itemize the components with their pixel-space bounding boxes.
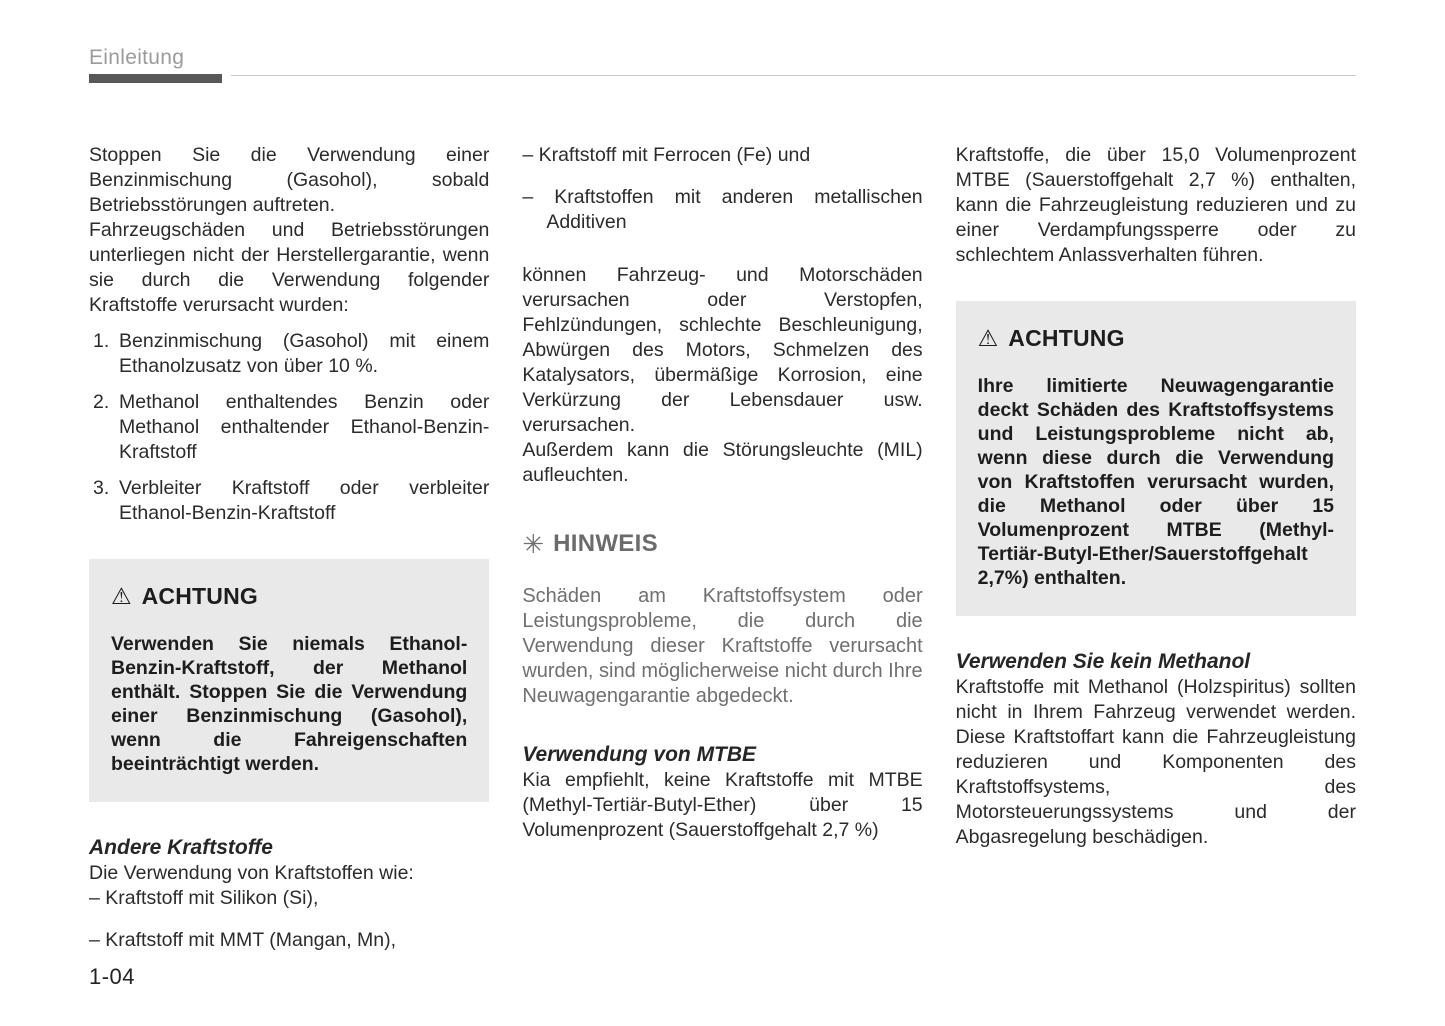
numbered-list — [89, 329, 489, 526]
warning-title-row — [978, 325, 1334, 352]
column-left — [89, 143, 489, 953]
content-columns — [0, 143, 1445, 953]
notice-section — [522, 530, 922, 709]
warning-triangle-icon: ⚠ — [111, 583, 132, 609]
paragraph: Die Verwendung von Kraftstoffen wie: — [89, 862, 414, 884]
list-item-number: 2. — [93, 391, 110, 413]
chapter-title: Einleitung — [89, 46, 185, 69]
warning-body: Verwenden Sie niemals Ethanol-Benzin-Kraftstoff, der Methanol enthält. Stoppen Sie die Verwendung einer Benzinmischung (Gasohol), wenn die Fahreigenschaften beeinträchtigt werden. — [111, 633, 468, 775]
warning-triangle-icon: ⚠ — [977, 325, 999, 351]
warning-title-row — [111, 583, 467, 610]
bullet-item: – Kraftstoff mit Ferrocen (Fe) und — [522, 144, 811, 166]
paragraph: Außerdem kann die Störungsleuchte (MIL) aufleuchten. — [522, 439, 923, 486]
header-rule-dark-bar — [89, 74, 222, 83]
notice-body: Schäden am Kraftstoffsystem oder Leistungsprobleme, die durch die Verwendung dieser Kraftstoffe verursacht wurden, sind möglicherweise nicht durch Ihre Neuwagengarantie abgedeckt. — [522, 585, 923, 707]
list-item — [89, 390, 489, 465]
section-heading: Verwenden Sie kein Methanol — [955, 650, 1251, 673]
list-item — [89, 476, 489, 526]
bullet-item: – Kraftstoff mit Silikon (Si), — [89, 887, 319, 909]
warning-box — [89, 559, 489, 802]
bullet-item: – Kraftstoff mit MMT (Mangan, Mn), — [89, 929, 397, 951]
paragraph: Fahrzeugschäden und Betriebsstörungen unterliegen nicht der Herstellergarantie, wenn sie durch die Verwendung folgender Kraftstoffe verursacht wurden: — [89, 219, 490, 316]
page-footer — [89, 964, 135, 990]
section-heading: Verwendung von MTBE — [522, 743, 757, 766]
page-header — [0, 46, 1445, 83]
paragraph: Kraftstoffe mit Methanol (Holzspiritus) sollten nicht in Ihrem Fahrzeug verwendet werden. Diese Kraftstoffart kann die Fahrzeugleistung reduzieren und Komponenten des Kraftstoffsystems, des Motorsteuerungssystems und der Abgasregelung beschädigen. — [955, 676, 1356, 848]
paragraph: Stoppen Sie die Verwendung einer Benzinmischung (Gasohol), sobald Betriebsstörungen auftreten. — [89, 144, 490, 216]
list-item-text: Methanol enthaltendes Benzin oder Methanol enthaltender Ethanol-Benzin-Kraftstoff — [119, 391, 490, 463]
notice-title-row — [522, 530, 922, 558]
paragraph: Kraftstoffe, die über 15,0 Volumenprozent MTBE (Sauerstoffgehalt 2,7 %) enthalten, kann die Fahrzeugleistung reduzieren und zu einer Verdampfungssperre oder zu schlechtem Anlassverhalten führen. — [955, 144, 1356, 266]
header-rule — [89, 74, 1356, 83]
notice-title: HINWEIS — [553, 530, 658, 557]
section-heading: Andere Kraftstoffe — [89, 836, 273, 859]
list-item-text: Benzinmischung (Gasohol) mit einem Ethanolzusatz von über 10 %. — [119, 330, 490, 377]
bullet-item: – Kraftstoffen mit anderen metallischen Additiven — [522, 186, 923, 233]
warning-box — [956, 301, 1356, 616]
warning-title: ACHTUNG — [141, 583, 259, 609]
warning-title: ACHTUNG — [1008, 325, 1125, 351]
page-number: 1-04 — [89, 964, 136, 989]
paragraph: können Fahrzeug- und Motorschäden verursachen oder Verstopfen, Fehlzündungen, schlechte Beschleunigung, Abwürgen des Motors, Schmelzen des Katalysators, übermäßige Korrosion, eine Verkürzung der Lebensdauer usw. verursachen. — [522, 264, 923, 436]
column-middle — [522, 143, 922, 953]
list-item-number: 3. — [93, 477, 110, 499]
column-right — [956, 143, 1356, 953]
header-rule-light-line — [231, 75, 1356, 76]
list-item — [89, 329, 489, 379]
warning-body: Ihre limitierte Neuwagengarantie deckt Schäden des Kraftstoffsystems und Leistungsprobleme nicht ab, wenn diese durch die Verwendung von Kraftstoffen verursacht wurden, die Methanol oder über 15 Volumenprozent MTBE (Methyl-Tertiär-Butyl-Ether/Sauerstoffgehalt 2,7%) enthalten. — [977, 375, 1334, 589]
list-item-number: 1. — [93, 330, 110, 352]
note-asterisk-icon: ✳ — [522, 529, 545, 559]
paragraph: Kia empfiehlt, keine Kraftstoffe mit MTBE (Methyl-Tertiär-Butyl-Ether) über 15 Volumenprozent (Sauerstoffgehalt 2,7 %) — [522, 769, 923, 841]
list-item-text: Verbleiter Kraftstoff oder verbleiter Ethanol-Benzin-Kraftstoff — [119, 477, 490, 524]
